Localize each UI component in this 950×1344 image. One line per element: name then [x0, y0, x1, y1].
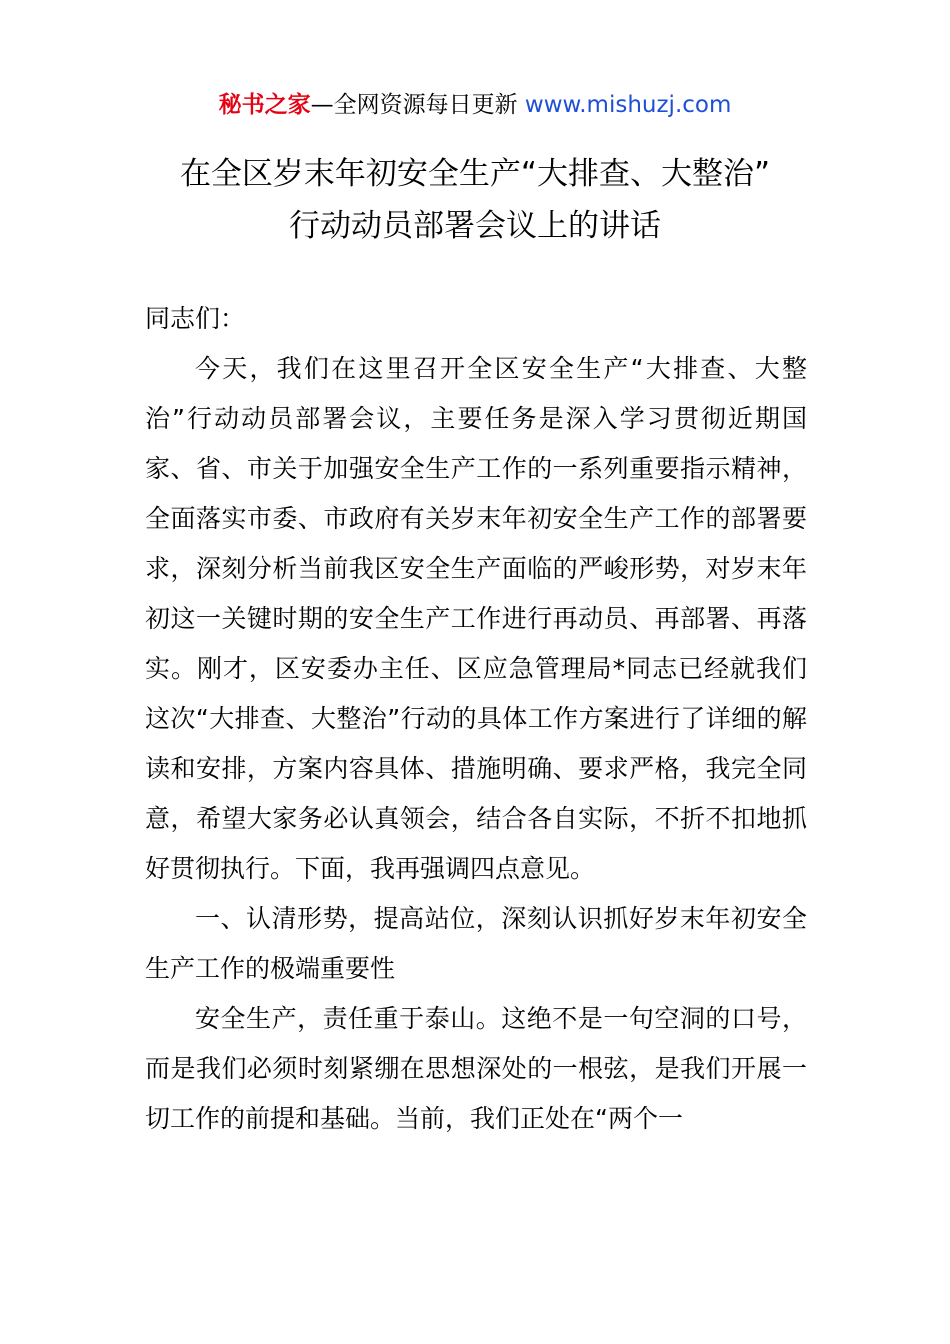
- title-line-2: 行动动员部署会议上的讲话: [289, 208, 661, 244]
- site-header: [0, 88, 950, 122]
- salutation: 同志们：: [145, 304, 246, 333]
- document-body: [145, 294, 807, 1144]
- title-line-1: 在全区岁末年初安全生产“大排查、大整治”: [179, 156, 771, 192]
- header-tagline: —全网资源每日更新: [310, 92, 525, 118]
- site-url-link[interactable]: www.mishuzj.com: [524, 92, 732, 118]
- document-title: [0, 148, 950, 252]
- paragraph: 今天，我们在这里召开全区安全生产“大排查、大整治”行动动员部署会议，主要任务是深入学习贯彻近期国家、省、市关于加强安全生产工作的一系列重要指示精神，全面落实市委、市政府有关岁末年初安全生产工作的部署要求，深刻分析当前我区安全生产面临的严峻形势，对岁末年初这一关键时期的安全生产工作进行再动员、再部署、再落实。刚才，区安委办主任、区应急管理局*同志已经就我们这次“大排查、大整治”行动的具体工作方案进行了详细的解读和安排，方案内容具体、措施明确、要求严格，我完全同意，希望大家务必认真领会，结合各自实际，不折不扣地抓好贯彻执行。下面，我再强调四点意见。: [145, 354, 807, 883]
- brand-name: 秘书之家: [218, 92, 311, 118]
- section-heading: 一、认清形势，提高站位，深刻认识抓好岁末年初安全生产工作的极端重要性: [145, 904, 807, 983]
- paragraph: 安全生产，责任重于泰山。这绝不是一句空洞的口号，而是我们必须时刻紧绷在思想深处的一根弦，是我们开展一切工作的前提和基础。当前，我们正处在“两个一: [145, 1004, 807, 1133]
